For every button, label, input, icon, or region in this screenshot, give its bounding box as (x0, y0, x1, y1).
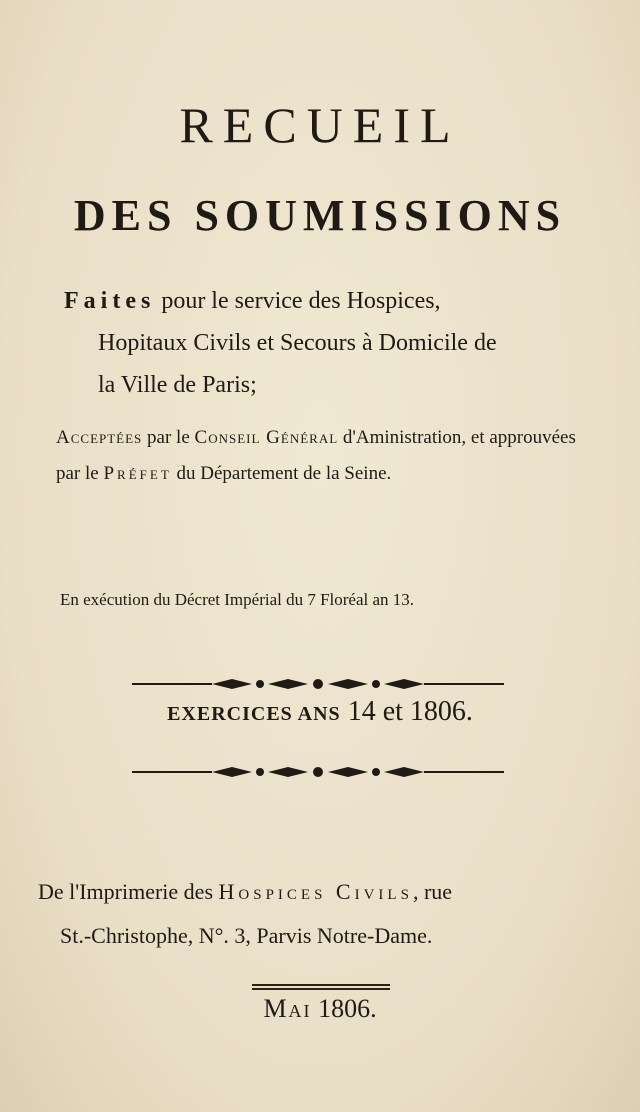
imprint-paragraph: De l'Imprimerie des Hospices Civils, rue St.-Christophe, N°. 3, Parvis Notre-Dame. (38, 870, 598, 958)
purpose-line-1: Faites pour le service des Hospices, (64, 288, 441, 314)
date-month: Mai (263, 994, 312, 1023)
exercices-years: 14 et 1806. (340, 696, 473, 727)
page-title: RECUEIL (179, 97, 461, 153)
decree-line: En exécution du Décret Impérial du 7 Floréal an 13. (60, 590, 415, 609)
acceptees-word: Acceptées (56, 427, 143, 448)
purpose-line-2: Hopitaux Civils et Secours à Domicile de (98, 330, 497, 356)
exercices-line (0, 696, 640, 728)
prefet-word: Préfet (103, 463, 172, 484)
conseil-general: Conseil Général (194, 427, 339, 448)
faites-word: Faites (64, 288, 156, 314)
date-year: 1806. (311, 994, 377, 1023)
page-subtitle: DES SOUMISSIONS (73, 191, 567, 240)
publication-date (0, 994, 640, 1024)
imprint-address: St.-Christophe, N°. 3, Parvis Notre-Dame. (60, 923, 433, 948)
purpose-paragraph (64, 280, 584, 406)
ornament-rule-top (132, 676, 504, 692)
hospices-civils: Hospices Civils (218, 879, 413, 904)
ornament-rule-bottom (132, 764, 504, 780)
double-rule (252, 984, 390, 992)
exercices-label: EXERCICES ANS (167, 703, 341, 725)
purpose-line-3: la Ville de Paris; (98, 372, 257, 398)
approval-paragraph: Acceptées par le Conseil Général d'Aministration, et approuvées par le Préfet du Département de la Seine. (56, 427, 576, 484)
